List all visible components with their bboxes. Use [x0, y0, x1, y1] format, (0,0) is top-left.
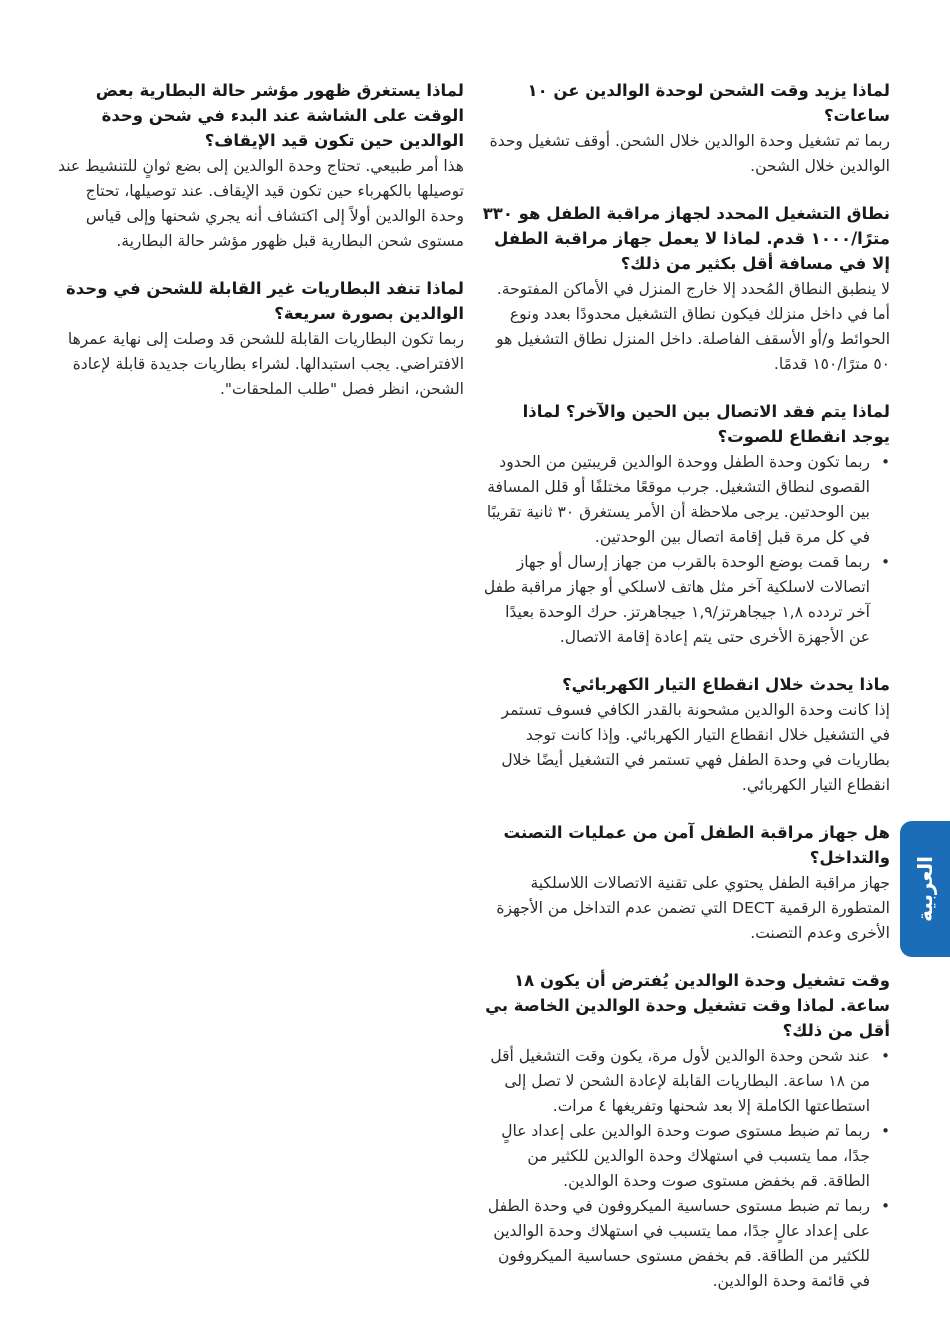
faq-question: لماذا يزيد وقت الشحن لوحدة الوالدين عن ١٠ ساعات؟ [527, 81, 890, 125]
faq-question: لماذا تنفد البطاريات غير القابلة للشحن في وحدة الوالدين بصورة سريعة؟ [66, 279, 464, 323]
faq-item [58, 78, 464, 254]
list-item-text: ربما تكون وحدة الطفل ووحدة الوالدين قريبتين من الحدود القصوى لنطاق التشغيل. جرب موقعًا مختلفًا أو قلل المسافة بين الوحدتين. يرجى ملاحظة أن الأمر يستغرق ٣٠ ثانية تقريبًا في كل مرة قبل إقامة اتصال بين الوحدتين. [486, 453, 870, 546]
list-item-text: عند شحن وحدة الوالدين لأول مرة، يكون وقت التشغيل أقل من ١٨ ساعة. البطاريات القابلة لإعادة الشحن لا تصل إلى استطاعتها الكاملة إلا بعد شحنها وتفريغها ٤ مرات. [490, 1047, 870, 1115]
faq-item [480, 399, 890, 650]
bullet-icon: • [881, 553, 890, 571]
faq-question: نطاق التشغيل المحدد لجهاز مراقبة الطفل هو ٣٣٠ مترًا/١٠٠٠ قدم. لماذا لا يعمل جهاز مراقبة الطفل إلا في مسافة أقل بكثير من ذلك؟ [482, 204, 890, 273]
bullet-icon: • [881, 453, 890, 471]
list-item [480, 1194, 890, 1294]
faq-answer: ربما تكون البطاريات القابلة للشحن قد وصلت إلى نهاية عمرها الافتراضي. يجب استبدالها. لشراء بطاريات جديدة قابلة لإعادة الشحن، انظر فصل "طلب الملحقات". [67, 330, 464, 398]
faq-item [480, 78, 890, 179]
faq-item [480, 672, 890, 798]
faq-item [58, 276, 464, 402]
list-item-text: ربما قمت بوضع الوحدة بالقرب من جهاز إرسال أو جهاز اتصالات لاسلكية آخر مثل هاتف لاسلكي أو جهاز مراقبة طفل آخر تردده ١,٨ جيجاهرتز/١,٩ جيجاهرتز. حرك الوحدة بعيدًا عن الأجهزة الأخرى حتى يتم إعادة إقامة الاتصال. [483, 553, 870, 646]
list-item [480, 550, 890, 650]
faq-item [480, 201, 890, 377]
faq-answer: هذا أمر طبيعي. تحتاج وحدة الوالدين إلى بضع ثوانٍ للتنشيط عند توصيلها بالكهرباء حين تكون قيد الإيقاف. عند توصيلها، تحتاج وحدة الوالدين أولاً إلى اكتشاف أنه يجري شحنها وإلى قياس مستوى شحن البطارية قبل ظهور مؤشر حالة البطارية. [58, 157, 464, 250]
list-item [480, 1044, 890, 1119]
faq-question: لماذا يتم فقد الاتصال بين الحين والآخر؟ لماذا يوجد انقطاع للصوت؟ [522, 402, 890, 446]
faq-answer: ربما تم تشغيل وحدة الوالدين خلال الشحن. أوقف تشغيل وحدة الوالدين خلال الشحن. [489, 132, 890, 175]
bullet-icon: • [881, 1197, 890, 1215]
faq-question: هل جهاز مراقبة الطفل آمن من عمليات التصنت والتداخل؟ [503, 823, 890, 867]
faq-question: لماذا يستغرق ظهور مؤشر حالة البطارية بعض الوقت على الشاشة عند البدء في شحن وحدة الوالدين حين تكون قيد الإيقاف؟ [95, 81, 464, 150]
language-tab [900, 821, 950, 957]
bullet-icon: • [881, 1122, 890, 1140]
faq-item [480, 820, 890, 946]
bullet-icon: • [881, 1047, 890, 1065]
faq-question: وقت تشغيل وحدة الوالدين يُفترض أن يكون ١٨ ساعة. لماذا وقت تشغيل وحدة الوالدين الخاصة بي أقل من ذلك؟ [485, 971, 890, 1040]
list-item-text: ربما تم ضبط مستوى صوت وحدة الوالدين على إعداد عالٍ جدًا، مما يتسبب في استهلاك وحدة الوالدين للكثير من الطاقة. قم بخفض مستوى صوت وحدة الوالدين. [501, 1122, 870, 1190]
faq-column-right [480, 78, 890, 1316]
faq-answer: جهاز مراقبة الطفل يحتوي على تقنية الاتصالات اللاسلكية المتطورة الرقمية DECT التي تضمن عدم التداخل من الأجهزة الأخرى وعدم التصنت. [496, 874, 890, 942]
list-item-text: ربما تم ضبط مستوى حساسية الميكروفون في وحدة الطفل على إعداد عالٍ جدًا، مما يتسبب في استهلاك وحدة الوالدين للكثير من الطاقة. قم بخفض مستوى حساسية الميكروفون في قائمة وحدة الوالدين. [487, 1197, 870, 1290]
faq-answer-list [480, 450, 890, 650]
list-item [480, 1119, 890, 1194]
language-tab-label: العربية [913, 856, 937, 922]
faq-answer-list [480, 1044, 890, 1294]
faq-column-left [58, 78, 464, 424]
list-item [480, 450, 890, 550]
faq-question: ماذا يحدث خلال انقطاع التيار الكهربائي؟ [562, 675, 890, 694]
faq-item [480, 968, 890, 1294]
faq-answer: لا ينطبق النطاق المُحدد إلا خارج المنزل في الأماكن المفتوحة. أما في داخل منزلك فيكون نطاق التشغيل محدودًا بعدد ونوع الحوائط و/أو الأسقف الفاصلة. داخل المنزل نطاق التشغيل هو ٥٠ مترًا/١٥٠ قدمًا. [496, 280, 890, 373]
faq-answer: إذا كانت وحدة الوالدين مشحونة بالقدر الكافي فسوف تستمر في التشغيل خلال انقطاع التيار الكهربائي. وإذا كانت توجد بطاريات في وحدة الطفل فهي تستمر في التشغيل أيضًا خلال انقطاع التيار الكهربائي. [501, 701, 890, 794]
